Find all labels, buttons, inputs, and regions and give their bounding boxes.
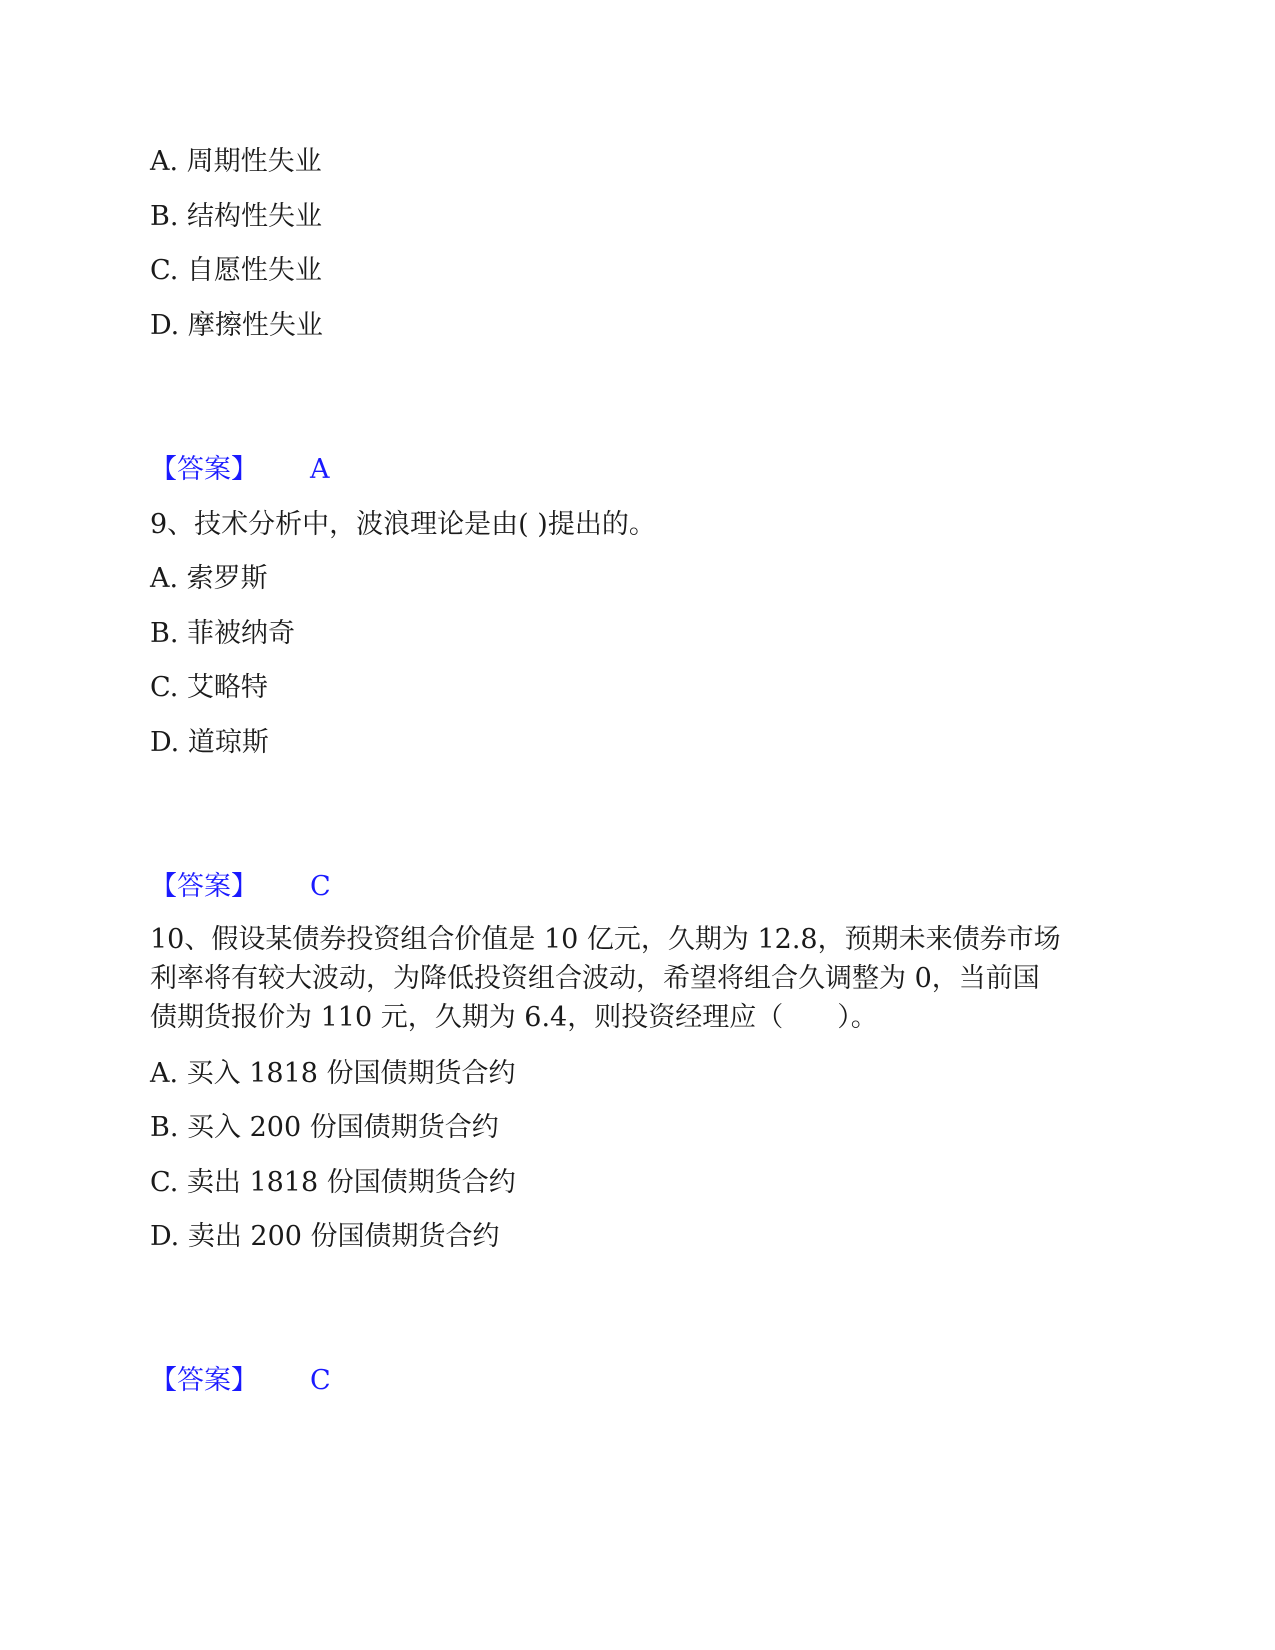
- q8-option-a: A. 周期性失业: [150, 146, 322, 177]
- q9-answer: [150, 867, 331, 907]
- q9-option-b: B. 菲被纳奇: [150, 618, 296, 649]
- q10-option-c: C. 卖出 1818 份国债期货合约: [150, 1167, 516, 1198]
- q8-answer: [150, 450, 330, 490]
- q10-option-a: A. 买入 1818 份国债期货合约: [150, 1058, 516, 1089]
- answer-label: 【答案】: [150, 1365, 258, 1396]
- q10-question-line-1: 10、假设某债券投资组合价值是 10 亿元，久期为 12.8，预期未来债券市场: [150, 924, 1061, 955]
- q10-question-line-2: 利率将有较大波动，为降低投资组合波动，希望将组合久调整为 0，当前国: [150, 963, 1040, 994]
- q10-option-d: D. 卖出 200 份国债期货合约: [150, 1221, 500, 1252]
- answer-label: 【答案】: [150, 454, 258, 485]
- answer-value: C: [310, 871, 331, 902]
- q9-option-a: A. 索罗斯: [150, 563, 268, 594]
- q9-option-d: D. 道琼斯: [150, 727, 269, 758]
- q9-option-c: C. 艾略特: [150, 672, 268, 703]
- q10-question-line-3: 债期货报价为 110 元，久期为 6.4，则投资经理应（ ）。: [150, 1002, 878, 1033]
- answer-label: 【答案】: [150, 871, 258, 902]
- q10-option-b: B. 买入 200 份国债期货合约: [150, 1112, 499, 1143]
- q8-option-d: D. 摩擦性失业: [150, 310, 323, 341]
- q8-option-b: B. 结构性失业: [150, 201, 323, 232]
- answer-value: C: [310, 1365, 331, 1396]
- q9-question: 9、技术分析中，波浪理论是由( )提出的。: [150, 509, 656, 540]
- q8-option-c: C. 自愿性失业: [150, 255, 322, 286]
- answer-value: A: [310, 454, 330, 485]
- q10-answer: [150, 1361, 331, 1401]
